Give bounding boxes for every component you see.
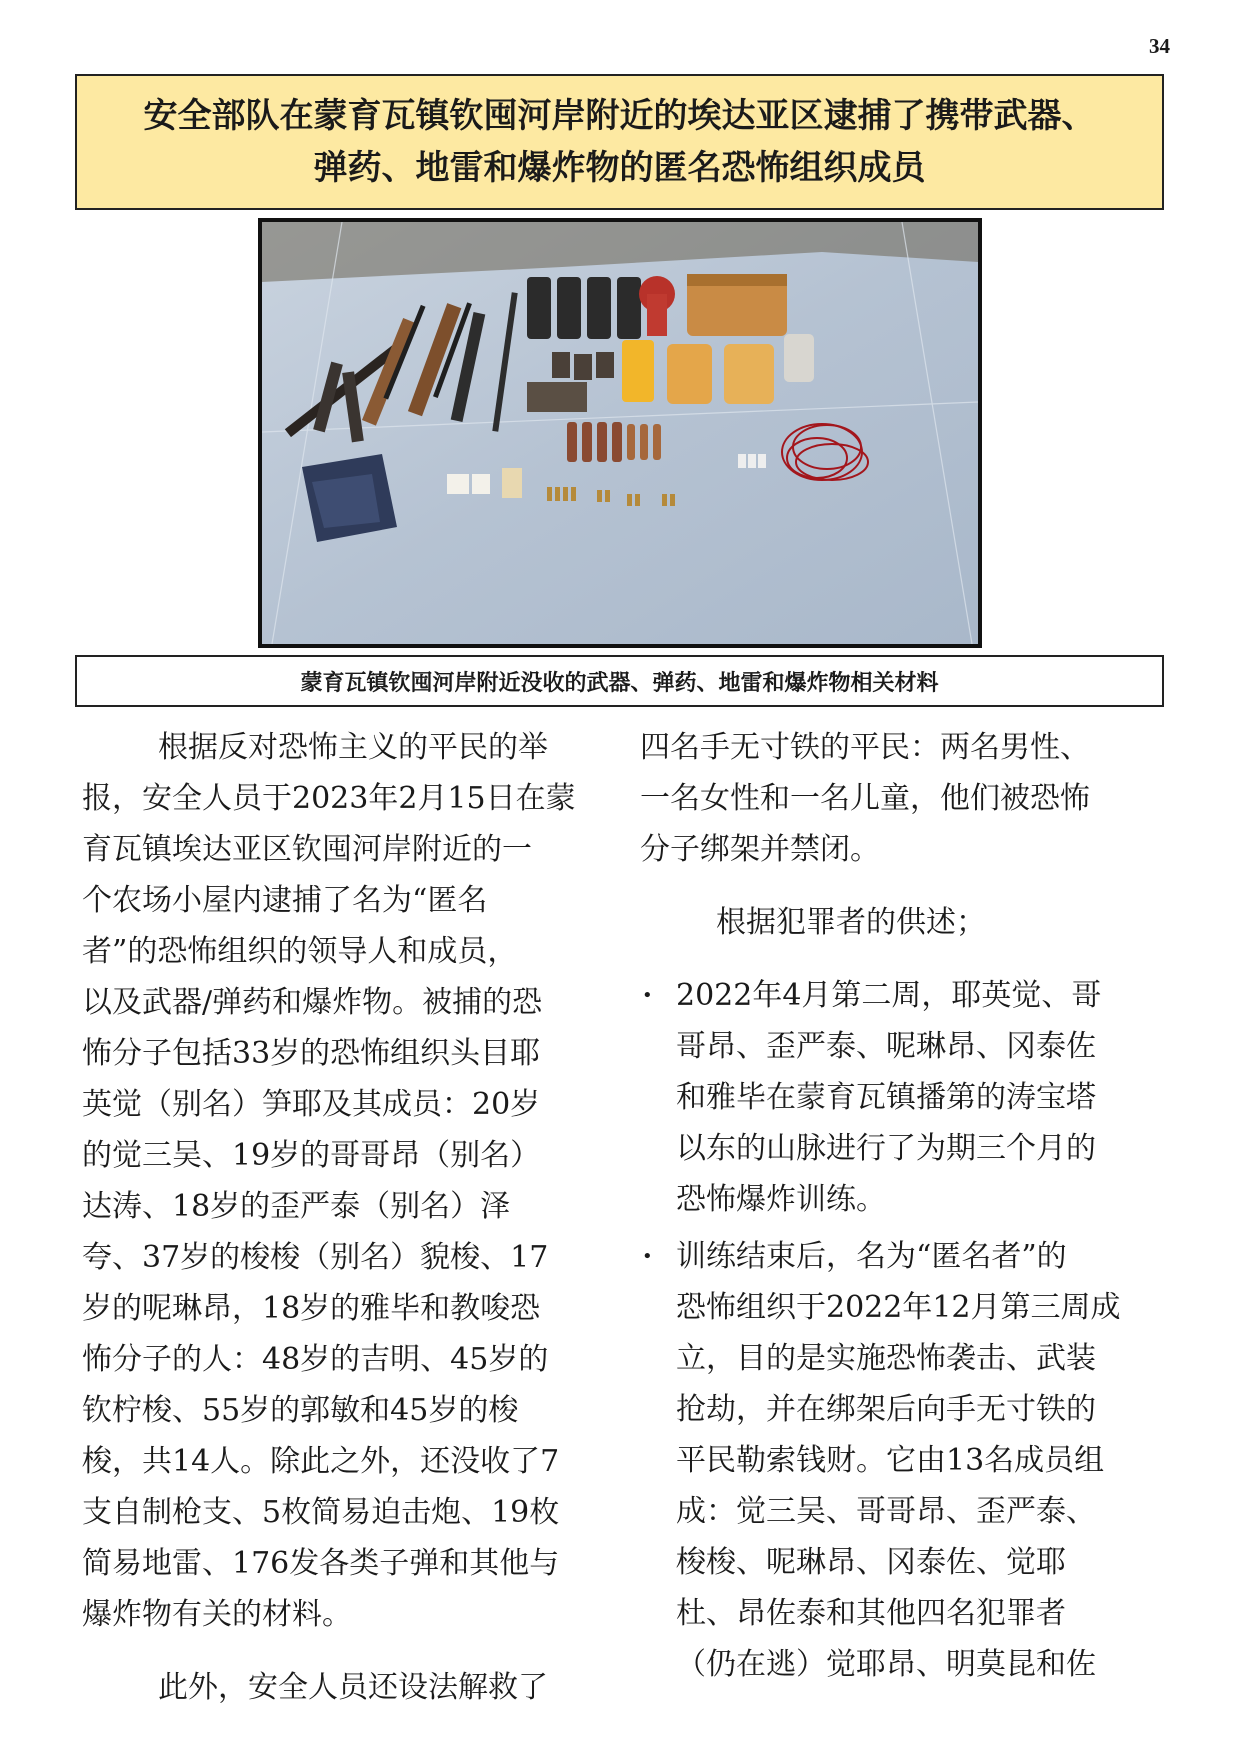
text-line: 怖分子的人：48岁的吉明、45岁的 bbox=[82, 1342, 549, 1377]
text-line: （仍在逃）觉耶昂、明莫昆和佐 bbox=[676, 1647, 1096, 1682]
bullet-icon: • bbox=[642, 1246, 653, 1267]
text-line: 此外，安全人员还设法解救了 bbox=[158, 1670, 548, 1705]
right-paragraph-2 bbox=[640, 897, 1160, 948]
text-line: 简易地雷、176发各类子弹和其他与 bbox=[82, 1546, 560, 1581]
text-line: 杜、昂佐泰和其他四名犯罪者 bbox=[676, 1596, 1066, 1631]
text-line: 以东的山脉进行了为期三个月的 bbox=[676, 1131, 1096, 1166]
text-line: 和雅毕在蒙育瓦镇播第的涛宝塔 bbox=[676, 1080, 1096, 1115]
plastic-bottle bbox=[784, 334, 814, 382]
text-line: 四名手无寸铁的平民：两名男性、 bbox=[640, 730, 1090, 765]
headline-line-2: 弹药、地雷和爆炸物的匿名恐怖组织成员 bbox=[313, 148, 926, 188]
explosive-jar-1 bbox=[667, 344, 712, 404]
left-column bbox=[82, 722, 602, 1713]
text-line: 恐怖爆炸训练。 bbox=[676, 1182, 886, 1217]
text-line: 支自制枪支、5枚简易迫击炮、19枚 bbox=[82, 1495, 560, 1530]
text-line: 育瓦镇埃达亚区钦囤河岸附近的一 bbox=[82, 832, 532, 867]
text-line: 报，安全人员于2023年2月15日在蒙 bbox=[82, 781, 576, 816]
detonator-caps bbox=[738, 454, 766, 468]
text-line: 梭梭、呢琳昂、冈泰佐、觉耶 bbox=[676, 1545, 1066, 1580]
text-line: 怖分子包括33岁的恐怖组织头目耶 bbox=[82, 1036, 541, 1071]
confession-list bbox=[640, 970, 1160, 1690]
text-line: 梭，共14人。除此之外，还没收了7 bbox=[82, 1444, 560, 1479]
text-line: 恐怖组织于2022年12月第三周成 bbox=[676, 1290, 1121, 1325]
text-line: 2022年4月第二周，耶英觉、哥 bbox=[676, 978, 1102, 1013]
left-paragraph-1 bbox=[82, 722, 602, 1640]
text-line: 爆炸物有关的材料。 bbox=[82, 1597, 352, 1632]
text-line: 一名女性和一名儿童，他们被恐怖 bbox=[640, 781, 1090, 816]
text-line: 岁的呢琳昂，18岁的雅毕和教唆恐 bbox=[82, 1291, 541, 1326]
photo-illustration bbox=[262, 222, 978, 644]
text-line: 者”的恐怖组织的领导人和成员， bbox=[82, 934, 518, 969]
list-item bbox=[640, 970, 1160, 1225]
list-item bbox=[640, 1231, 1160, 1690]
text-line: 英觉（别名）笋耶及其成员：20岁 bbox=[82, 1087, 541, 1122]
bullet-icon: • bbox=[642, 985, 653, 1006]
text-line: 达涛、18岁的歪严泰（别名）泽 bbox=[82, 1189, 511, 1224]
text-line: 哥昂、歪严泰、呢琳昂、冈泰佐 bbox=[676, 1029, 1096, 1064]
text-line: 成：觉三吴、哥哥昂、歪严泰、 bbox=[676, 1494, 1096, 1529]
photo-caption: 蒙育瓦镇钦囤河岸附近没收的武器、弹药、地雷和爆炸物相关材料 bbox=[75, 655, 1164, 707]
text-line: 的觉三吴、19岁的哥哥昂（别名） bbox=[82, 1138, 541, 1173]
confiscated-weapons-photo bbox=[258, 218, 982, 648]
text-line: 根据犯罪者的供述； bbox=[716, 905, 986, 940]
text-line: 夸、37岁的梭梭（别名）貌梭、17 bbox=[82, 1240, 549, 1275]
text-line: 训练结束后，名为“匿名者”的 bbox=[676, 1239, 1067, 1274]
text-line: 抢劫，并在绑架后向手无寸铁的 bbox=[676, 1392, 1096, 1427]
text-line: 钦柠梭、55岁的郭敏和45岁的梭 bbox=[82, 1393, 519, 1428]
right-column bbox=[640, 722, 1160, 1696]
text-line: 立，目的是实施恐怖袭击、武装 bbox=[676, 1341, 1096, 1376]
right-paragraph-1 bbox=[640, 722, 1160, 875]
text-line: 个农场小屋内逮捕了名为“匿名 bbox=[82, 883, 488, 918]
yellow-container bbox=[622, 340, 654, 402]
text-line: 分子绑架并禁闭。 bbox=[640, 832, 880, 867]
page-number: 34 bbox=[1149, 34, 1170, 58]
headline-line-1: 安全部队在蒙育瓦镇钦囤河岸附近的埃达亚区逮捕了携带武器、 bbox=[143, 96, 1096, 136]
headline-box bbox=[75, 74, 1164, 210]
text-line: 平民勒索钱财。它由13名成员组 bbox=[676, 1443, 1105, 1478]
text-line: 以及武器/弹药和爆炸物。被捕的恐 bbox=[82, 985, 543, 1020]
explosive-jar-2 bbox=[724, 344, 774, 404]
text-line: 根据反对恐怖主义的平民的举 bbox=[158, 730, 548, 765]
left-paragraph-2 bbox=[82, 1662, 602, 1713]
